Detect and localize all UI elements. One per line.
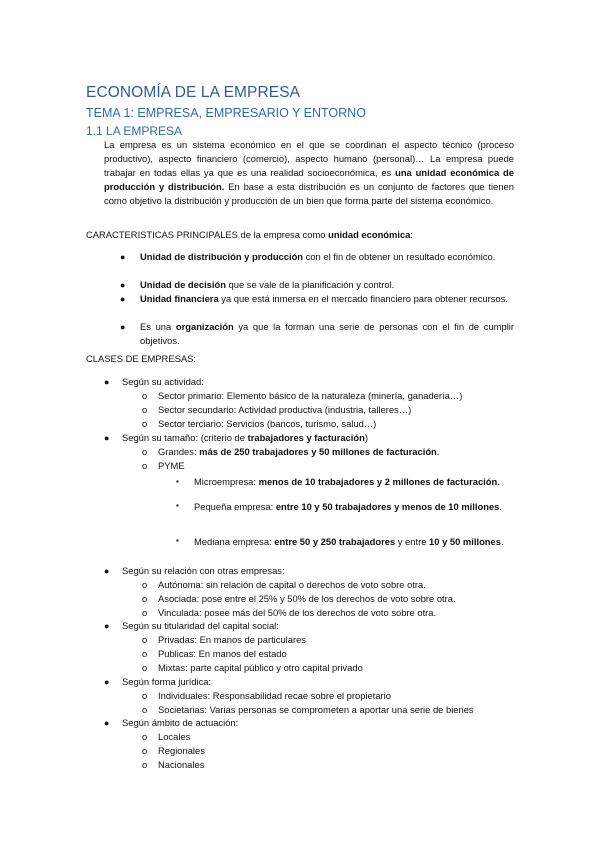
- square-bullet-icon: ▪: [176, 501, 179, 510]
- actividad-label: Según su actividad:: [122, 376, 204, 387]
- circle-bullet-icon: o: [142, 731, 148, 742]
- grandes-end: .: [436, 446, 440, 457]
- pequena-end: .: [499, 501, 502, 512]
- tamano-label: [122, 431, 368, 445]
- caracteristica-text: con el fin de obtener un resultado económico.: [303, 251, 496, 262]
- grandes-bold: más de 250 trabajadores y 50 millones de facturación: [199, 446, 437, 457]
- tamano-grandes: [158, 445, 439, 459]
- titularidad-label: Según su titularidad del capital social:: [122, 620, 279, 631]
- section-heading: 1.1 LA EMPRESA: [86, 124, 183, 138]
- circle-bullet-icon: o: [142, 593, 148, 604]
- bullet-icon: ●: [104, 621, 110, 631]
- caracteristicas-heading-text: CARACTERISTICAS PRINCIPALES de la empresa como: [86, 229, 329, 240]
- bullet-icon: ●: [120, 294, 126, 304]
- tamano-label-end: ): [364, 432, 368, 443]
- mediana-end: .: [500, 536, 504, 547]
- relacion-item: Vinculada: posee más del 50% de los derechos de voto sobre otra.: [158, 607, 437, 618]
- ambito-item: Nacionales: [158, 759, 205, 770]
- tamano-label-bold: trabajadores y facturación: [247, 432, 365, 443]
- relacion-item: Autónoma: sin relación de capital o derechos de voto sobre otra.: [158, 579, 426, 590]
- ambito-item: Regionales: [158, 745, 205, 756]
- circle-bullet-icon: o: [142, 460, 148, 471]
- caracteristica-text: ya que la forman una serie de personas con el fin de cumplir objetivos.: [140, 321, 514, 346]
- bullet-icon: ●: [104, 677, 110, 687]
- tamano-micro: [194, 475, 500, 489]
- square-bullet-icon: ▪: [176, 536, 179, 545]
- ambito-label: Según ámbito de actuación:: [122, 717, 239, 728]
- circle-bullet-icon: o: [142, 446, 148, 457]
- mediana-mid: y entre: [395, 536, 430, 547]
- intro-end-text: En base a esta distribución es un conjunto de factores que tienen como objetivo la distribución y producción de un bien que forma parte del sistema económico.: [104, 181, 514, 206]
- caracteristicas-heading-end: :: [410, 229, 414, 240]
- caracteristicas-heading-bold: unidad económica: [328, 229, 411, 240]
- circle-bullet-icon: o: [142, 579, 148, 590]
- pequena-bold: entre 10 y 50 trabajadores y menos de 10 millones: [275, 501, 500, 512]
- bullet-icon: ●: [120, 322, 126, 332]
- titularidad-item: Publicas: En manos del estado: [158, 648, 287, 659]
- caracteristica-text: que se vale de la planificación y control.: [225, 279, 395, 290]
- bullet-icon: ●: [104, 377, 110, 387]
- relacion-item: Asociada: pose entre el 25% y 50% de los derechos de voto sobre otra.: [158, 593, 456, 604]
- circle-bullet-icon: o: [142, 404, 148, 415]
- grandes-pre: Grandes:: [158, 446, 200, 457]
- mediana-bold: entre 50 y 250 trabajadores: [274, 536, 396, 547]
- clases-heading: CLASES DE EMPRESAS:: [86, 353, 196, 364]
- forma-label: Según forma jurídica:: [122, 676, 212, 687]
- caracteristicas-heading: [86, 228, 413, 242]
- bullet-icon: ●: [104, 566, 110, 576]
- caracteristica-bold: Unidad de decisión: [140, 279, 226, 290]
- circle-bullet-icon: o: [142, 418, 148, 429]
- intro-paragraph: [104, 138, 514, 208]
- caracteristica-bold: Unidad financiera: [140, 293, 219, 304]
- square-bullet-icon: ▪: [176, 477, 179, 486]
- tamano-pyme: PYME: [158, 460, 185, 471]
- actividad-item: Sector primario: Elemento básico de la naturaleza (minería, ganadería…): [158, 390, 463, 401]
- tamano-label-text: Según su tamaño: (criterio de: [122, 432, 248, 443]
- tamano-pequena: [194, 499, 514, 515]
- circle-bullet-icon: o: [142, 704, 148, 715]
- circle-bullet-icon: o: [142, 745, 148, 756]
- forma-item: Individuales: Responsabilidad recae sobre el propietario: [158, 690, 391, 701]
- pequena-pre: Pequeña empresa:: [194, 501, 276, 512]
- ambito-item: Locales: [158, 731, 191, 742]
- caracteristica-item: [140, 278, 394, 292]
- caracteristica-bold: Unidad de distribución y producción: [140, 251, 304, 262]
- relacion-label: Según su relación con otras empresas:: [122, 565, 285, 576]
- actividad-item: Sector secundario: Actividad productiva (industria, talleres…): [158, 404, 412, 415]
- titularidad-item: Mixtas: parte capital público y otro capital privado: [158, 662, 363, 673]
- actividad-item: Sector terciario: Servicios (bancos, turismo, salud…): [158, 418, 377, 429]
- caracteristica-bold: organización: [175, 321, 234, 332]
- document-title: ECONOMÍA DE LA EMPRESA: [86, 84, 301, 101]
- forma-item: Societarias: Varias personas se comprometen a aportar una serie de bienes: [158, 704, 474, 715]
- mediana-bold2: 10 y 50 millones: [429, 536, 501, 547]
- bullet-icon: ●: [104, 433, 110, 443]
- circle-bullet-icon: o: [142, 759, 148, 770]
- circle-bullet-icon: o: [142, 607, 148, 618]
- circle-bullet-icon: o: [142, 390, 148, 401]
- mediana-pre: Mediana empresa:: [194, 536, 275, 547]
- tema-heading: TEMA 1: EMPRESA, EMPRESARIO Y ENTORNO: [86, 106, 366, 120]
- caracteristica-item: [140, 320, 514, 348]
- circle-bullet-icon: o: [142, 662, 148, 673]
- micro-bold: menos de 10 trabajadores y 2 millones de facturación.: [258, 476, 500, 487]
- micro-pre: Microempresa:: [194, 476, 259, 487]
- titularidad-item: Privadas: En manos de particulares: [158, 634, 306, 645]
- circle-bullet-icon: o: [142, 648, 148, 659]
- circle-bullet-icon: o: [142, 690, 148, 701]
- tamano-mediana: [194, 534, 514, 550]
- caracteristica-text: ya que está inmersa en el mercado financiero para obtener recursos.: [218, 293, 508, 304]
- bullet-icon: ●: [120, 280, 126, 290]
- bullet-icon: ●: [104, 718, 110, 728]
- intro-text: La empresa es un sistema económico en el que se coordinan el aspecto técnico (proceso productivo), aspecto financiero (comercio), aspecto humano (personal)… La empresa puede trabajar en todas ellas ya que es una realidad socioeconómica, es: [104, 139, 514, 178]
- caracteristica-item: [140, 292, 514, 306]
- intro-bold-text: una unidad económica de producción y distribución.: [104, 167, 514, 192]
- caracteristica-item: [140, 250, 514, 264]
- bullet-icon: ●: [120, 252, 126, 262]
- circle-bullet-icon: o: [142, 634, 148, 645]
- caracteristica-pre: Es una: [140, 321, 176, 332]
